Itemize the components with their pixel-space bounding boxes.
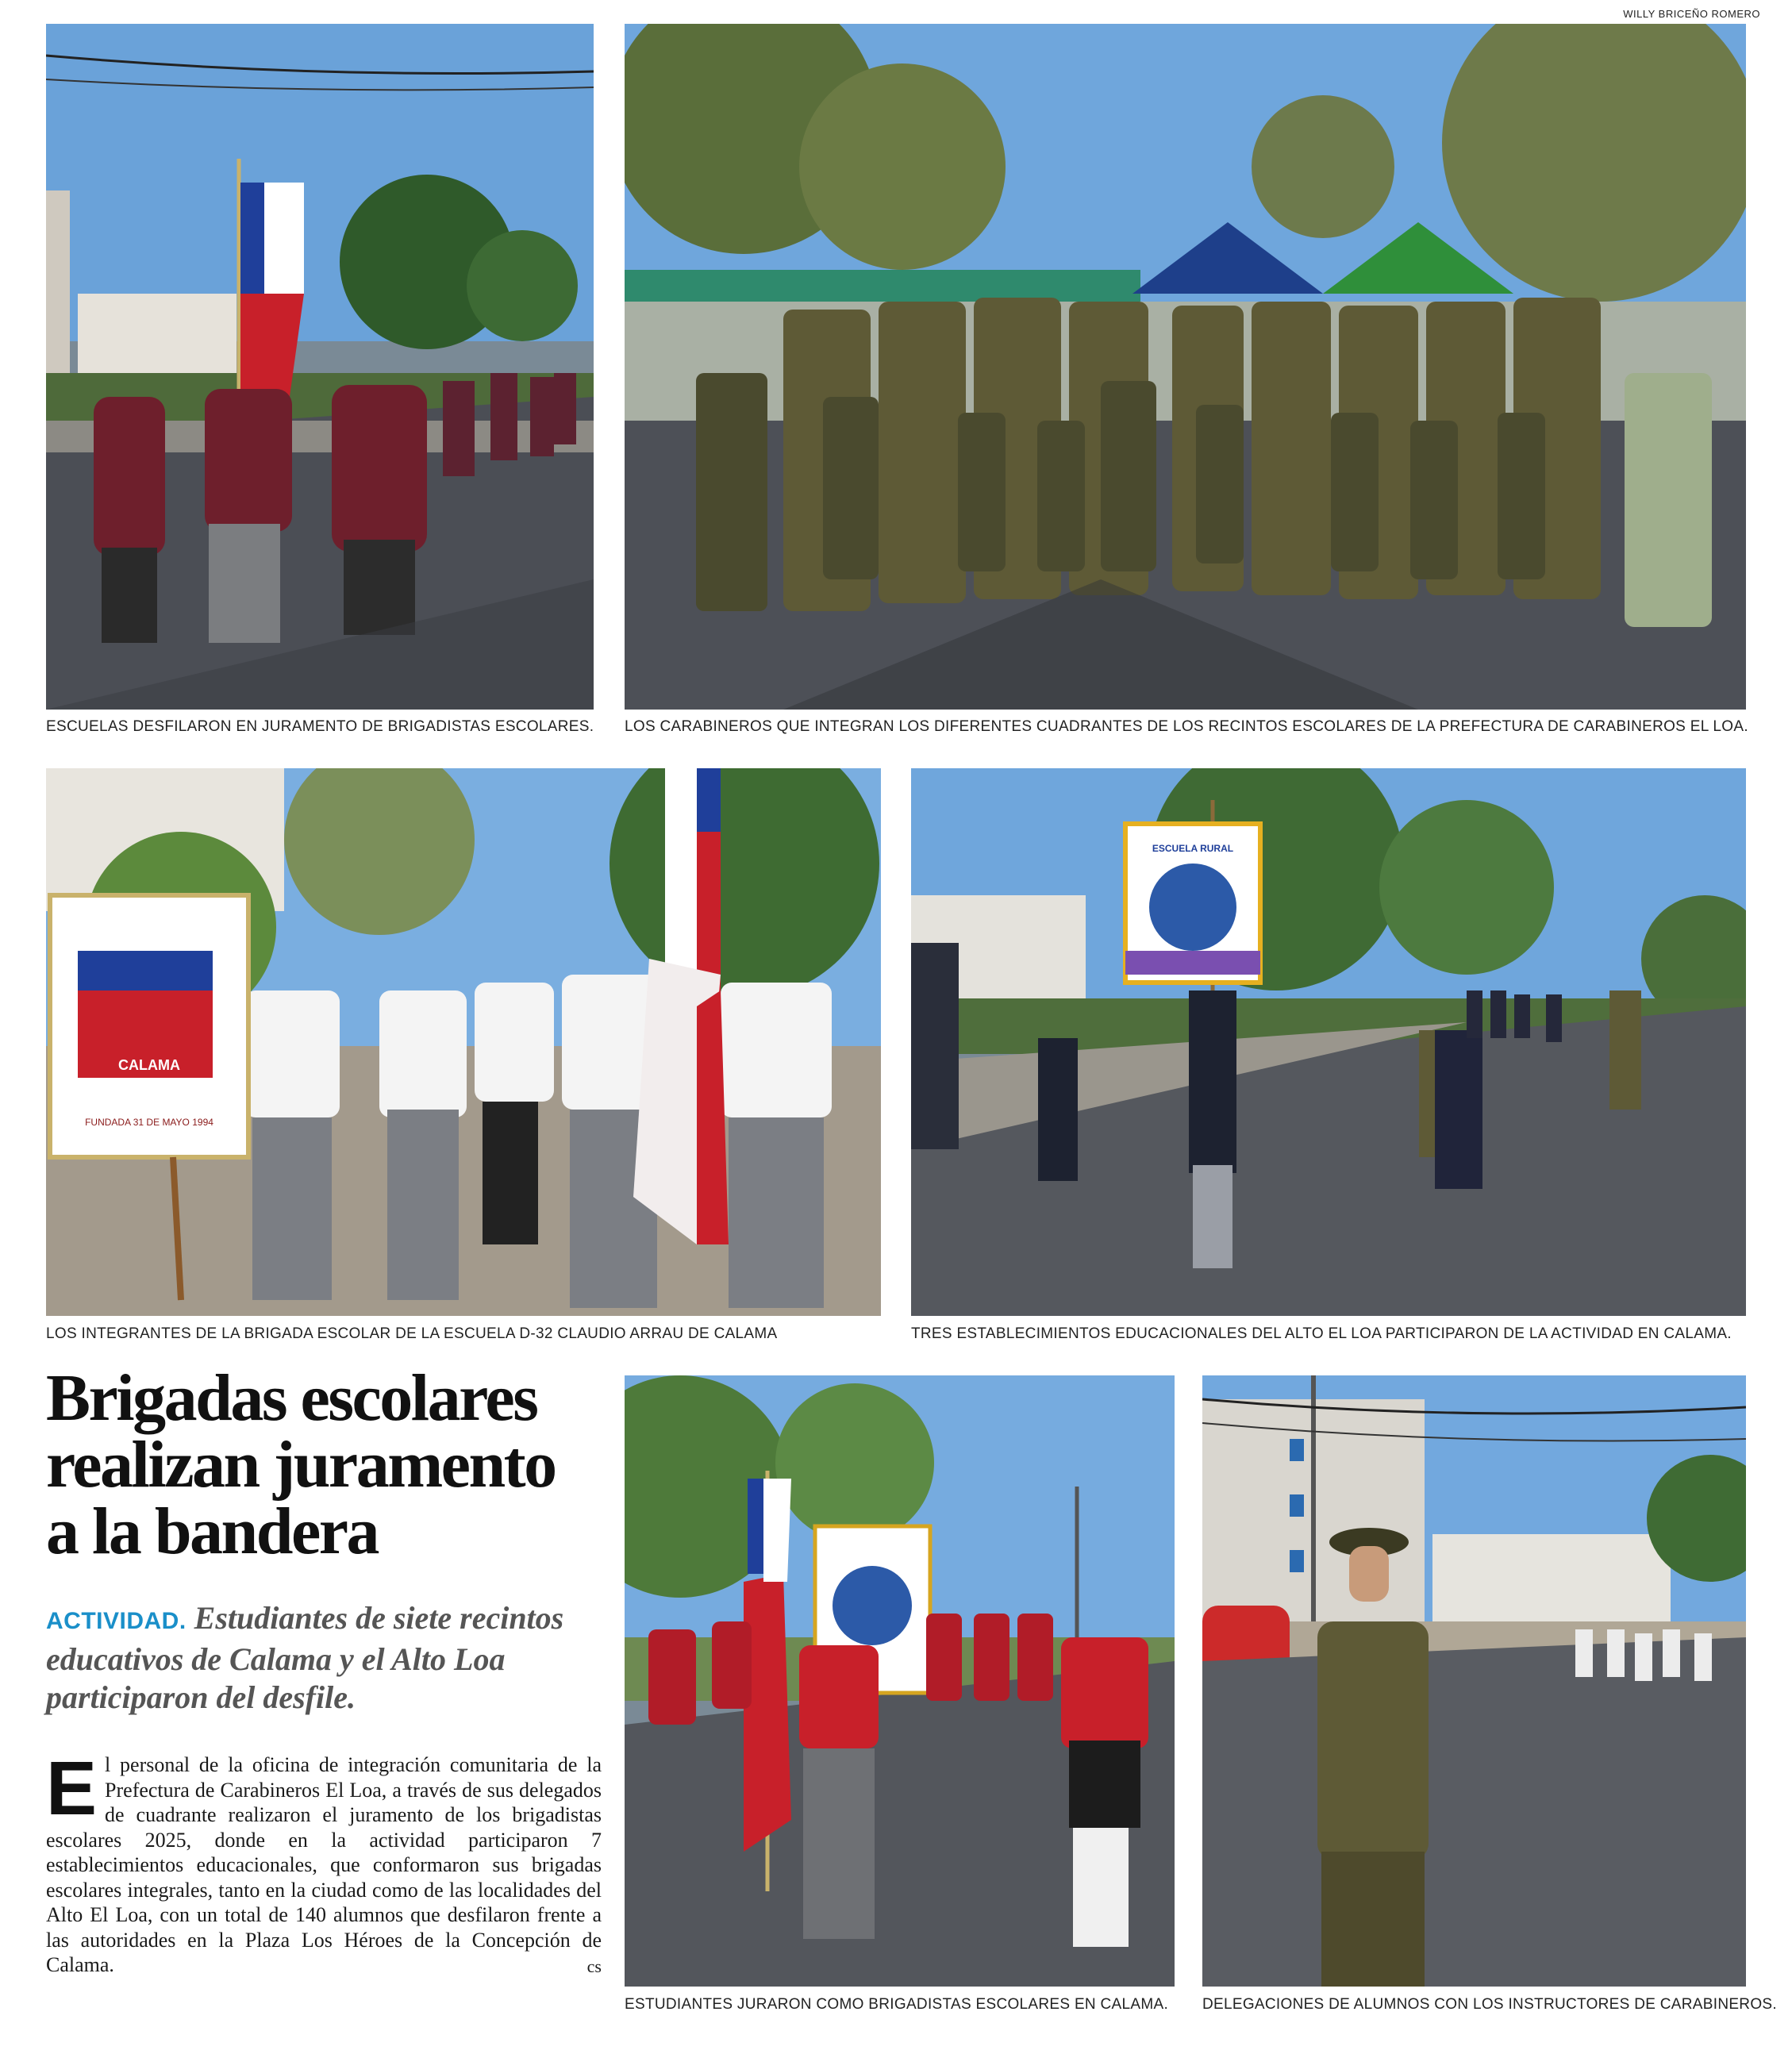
article-body [46, 1746, 602, 1979]
caption-photo3: LOS INTEGRANTES DE LA BRIGADA ESCOLAR DE LA ESCUELA D-32 CLAUDIO ARRAU DE CALAMA [46, 1325, 778, 1342]
article-body-text: l personal de la oficina de integración comunitaria de la Prefectura de Carabineros El Loa, a través de sus delegados de cuadrante realizaron el juramento de los brigadistas escolares 2025, donde en la actividad participaron 7 establecimientos educacionales, que conformaron sus brigadas escolares integrales, tanto en la ciudad como de las localidades del Alto El Loa, con un total de 140 alumnos que desfilaron frente a las autoridades en la Plaza Los Héroes de la Concepción de Calama. [46, 1753, 602, 1976]
caption-photo6: DELEGACIONES DE ALUMNOS CON LOS INSTRUCTORES DE CARABINEROS. [1202, 1996, 1777, 2013]
banner-text-escuela-rural: ESCUELA RURAL [1152, 843, 1234, 854]
end-mark: cs [586, 1956, 602, 1976]
article-kicker: ACTIVIDAD. [46, 1608, 187, 1634]
dropcap: E [46, 1746, 98, 1831]
caption-photo1: ESCUELAS DESFILARON EN JURAMENTO DE BRIGADISTAS ESCOLARES. [46, 718, 594, 735]
headline-line: Brigadas escolares [46, 1361, 537, 1435]
caption-photo5: ESTUDIANTES JURARON COMO BRIGADISTAS ESCOLARES EN CALAMA. [625, 1996, 1169, 2013]
photo-credit: WILLY BRICEÑO ROMERO [1623, 8, 1760, 20]
headline-line: realizan juramento [46, 1428, 556, 1502]
photo-students-parade-flag [46, 24, 594, 710]
photo-instructor-delegations [1202, 1375, 1746, 1987]
photo-brigade-banner [46, 768, 881, 1316]
photo-students-oath [625, 1375, 1175, 1987]
caption-photo2: LOS CARABINEROS QUE INTEGRAN LOS DIFERENTES CUADRANTES DE LOS RECINTOS ESCOLARES DE LA PREFECTURA DE CARABINEROS EL LOA. [625, 718, 1748, 735]
photo-carabineros-group [625, 24, 1746, 710]
banner-text-fundada: FUNDADA 31 DE MAYO 1994 [85, 1117, 213, 1128]
caption-photo4: TRES ESTABLECIMIENTOS EDUCACIONALES DEL ALTO EL LOA PARTICIPARON DE LA ACTIVIDAD EN CALAMA. [911, 1325, 1732, 1342]
photo-alto-loa-parade [911, 768, 1746, 1316]
headline-line: a la bandera [46, 1494, 379, 1568]
banner-text-calama: CALAMA [118, 1057, 180, 1073]
article-lead [46, 1599, 602, 1717]
article-lead-text: Estudiantes de siete recintos educativos de Calama y el Alto Loa participaron del desfile. [46, 1600, 564, 1715]
article-headline [46, 1361, 602, 1568]
